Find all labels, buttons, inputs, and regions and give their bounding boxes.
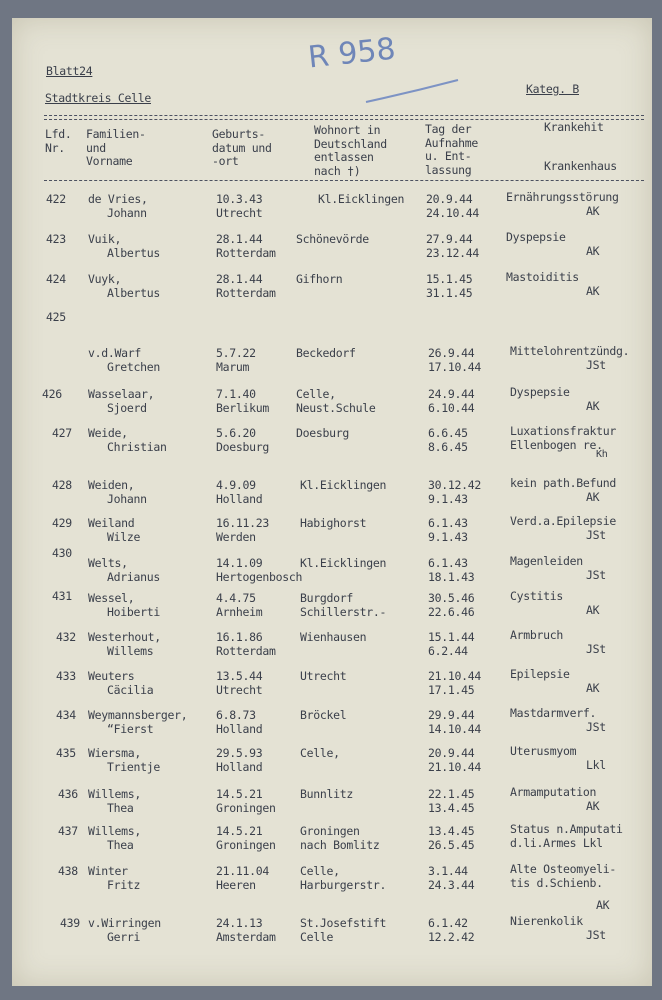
- family-name: v.Wirringen: [88, 916, 161, 930]
- given-name: Gerri: [107, 930, 141, 944]
- hospital-note-427: Kh: [596, 449, 608, 460]
- discharge-date: 24.10.44: [426, 206, 479, 220]
- residence: Celle,: [300, 864, 340, 878]
- birth-date: 14.1.09: [216, 556, 263, 570]
- illness: Luxationsfraktur: [510, 424, 616, 438]
- birth-place: Berlikum: [216, 401, 269, 415]
- hospital: tis d.Schienb.: [510, 876, 603, 890]
- discharge-date: 6.10.44: [428, 401, 475, 415]
- sheet-number: Blatt24: [46, 64, 93, 78]
- discharge-date: 13.4.45: [428, 801, 475, 815]
- row-number: 435: [56, 746, 76, 760]
- birth-place: Doesburg: [216, 440, 269, 454]
- hospital: Ellenbogen re.: [510, 438, 603, 452]
- residence-detail: Schillerstr.-: [300, 605, 387, 619]
- family-name: Weiden,: [88, 478, 135, 492]
- family-name: Welts,: [88, 556, 128, 570]
- residence: Utrecht: [300, 669, 347, 683]
- row-number: 434: [56, 708, 76, 722]
- birth-date: 16.1.86: [216, 630, 263, 644]
- admission-date: 29.9.44: [428, 708, 475, 722]
- given-name: Albertus: [107, 286, 160, 300]
- header-nr: Lfd. Nr.: [45, 127, 72, 155]
- birth-place: Groningen: [216, 838, 276, 852]
- given-name: Sjoerd: [107, 401, 147, 415]
- given-name: Wilze: [107, 530, 141, 544]
- residence: Beckedorf: [296, 346, 356, 360]
- discharge-date: 31.1.45: [426, 286, 473, 300]
- birth-date: 6.8.73: [216, 708, 256, 722]
- illness: Magenleiden: [510, 554, 583, 568]
- family-name: Weuters: [88, 669, 135, 683]
- discharge-date: 24.3.44: [428, 878, 475, 892]
- family-name: Weiland: [88, 516, 135, 530]
- hospital: d.li.Armes Lkl: [510, 836, 603, 850]
- hospital: JSt: [586, 928, 606, 942]
- hospital: JSt: [586, 568, 606, 582]
- birth-date: 14.5.21: [216, 824, 263, 838]
- birth-date: 14.5.21: [216, 787, 263, 801]
- header-hospital: Krankenhaus: [544, 159, 617, 173]
- given-name: Fritz: [107, 878, 141, 892]
- illness: Armamputation: [510, 785, 597, 799]
- given-name: Hoiberti: [107, 605, 160, 619]
- row-number: 438: [58, 864, 78, 878]
- birth-date: 16.11.23: [216, 516, 269, 530]
- residence: St.Josefstift: [300, 916, 387, 930]
- given-name: Cäcilia: [107, 683, 154, 697]
- admission-date: 6.1.42: [428, 916, 468, 930]
- residence: Celle,: [300, 746, 340, 760]
- family-name: Willems,: [88, 824, 141, 838]
- illness: Alte Osteomyeli-: [510, 862, 616, 876]
- given-name: Christian: [107, 440, 167, 454]
- residence: Wienhausen: [300, 630, 367, 644]
- admission-date: 15.1.45: [426, 272, 473, 286]
- residence: Kl.Eicklingen: [300, 478, 387, 492]
- illness: Epilepsie: [510, 667, 570, 681]
- given-name: Johann: [107, 206, 147, 220]
- discharge-date: 17.10.44: [428, 360, 481, 374]
- birth-place: Utrecht: [216, 206, 263, 220]
- birth-date: 28.1.44: [216, 272, 263, 286]
- birth-date: 24.1.13: [216, 916, 263, 930]
- hospital-note-438: AK: [596, 898, 610, 912]
- row-number: 430: [52, 546, 72, 560]
- row-number: 424: [46, 272, 66, 286]
- birth-place: Holland: [216, 760, 263, 774]
- hospital: AK: [586, 799, 600, 813]
- discharge-date: 17.1.45: [428, 683, 475, 697]
- birth-date: 29.5.93: [216, 746, 263, 760]
- illness: kein path.Befund: [510, 476, 616, 490]
- family-name: Wiersma,: [88, 746, 141, 760]
- birth-place: Rotterdam: [216, 246, 276, 260]
- header-bottom-rule: [44, 180, 644, 181]
- illness: Mittelohrentzündg.: [510, 344, 630, 358]
- discharge-date: 9.1.43: [428, 530, 468, 544]
- admission-date: 20.9.44: [428, 746, 475, 760]
- given-name: Johann: [107, 492, 147, 506]
- admission-date: 13.4.45: [428, 824, 475, 838]
- illness: Nierenkolik: [510, 914, 583, 928]
- hospital: AK: [586, 244, 600, 258]
- illness: Cystitis: [510, 589, 563, 603]
- illness: Armbruch: [510, 628, 563, 642]
- row-number: 437: [58, 824, 78, 838]
- given-name: Thea: [107, 838, 134, 852]
- birth-place: Rotterdam: [216, 286, 276, 300]
- birth-date: 4.4.75: [216, 591, 256, 605]
- header-birth: Geburts- datum und -ort: [212, 127, 272, 168]
- residence: Bröckel: [300, 708, 347, 722]
- birth-place: Heeren: [216, 878, 256, 892]
- pencil-stroke: [362, 78, 462, 108]
- birth-date: 21.11.04: [216, 864, 269, 878]
- hospital: JSt: [586, 358, 606, 372]
- admission-date: 21.10.44: [428, 669, 481, 683]
- illness: Mastoiditis: [506, 270, 579, 284]
- birth-date: 10.3.43: [216, 192, 263, 206]
- discharge-date: 8.6.45: [428, 440, 468, 454]
- discharge-date: 22.6.46: [428, 605, 475, 619]
- birth-place: Holland: [216, 492, 263, 506]
- family-name: Weide,: [88, 426, 128, 440]
- document-page: [12, 18, 652, 986]
- discharge-date: 12.2.42: [428, 930, 475, 944]
- residence: Habighorst: [300, 516, 367, 530]
- hospital: JSt: [586, 642, 606, 656]
- header-name: Familien- und Vorname: [86, 127, 146, 168]
- family-name: Winter: [88, 864, 128, 878]
- discharge-date: 21.10.44: [428, 760, 481, 774]
- category-label: Kateg. B: [526, 82, 579, 96]
- residence-detail: Neust.Schule: [296, 401, 376, 415]
- illness: Dyspepsie: [510, 385, 570, 399]
- header-top-rule: [44, 115, 644, 116]
- row-number: 427: [52, 426, 72, 440]
- illness: Verd.a.Epilepsie: [510, 514, 616, 528]
- family-name: Wessel,: [88, 591, 135, 605]
- birth-date: 13.5.44: [216, 669, 263, 683]
- header-dates: Tag der Aufnahme u. Ent- lassung: [425, 122, 478, 177]
- row-number: 433: [56, 669, 76, 683]
- illness: Status n.Amputati: [510, 822, 623, 836]
- residence-detail: Celle: [300, 930, 334, 944]
- residence: Burgdorf: [300, 591, 353, 605]
- birth-place: Utrecht: [216, 683, 263, 697]
- family-name: Wasselaar,: [88, 387, 155, 401]
- family-name: Weymannsberger,: [88, 708, 188, 722]
- birth-place: Rotterdam: [216, 644, 276, 658]
- admission-date: 15.1.44: [428, 630, 475, 644]
- birth-date: 7.1.40: [216, 387, 256, 401]
- admission-date: 6.6.45: [428, 426, 468, 440]
- residence: Kl.Eicklingen: [300, 556, 387, 570]
- residence: Doesburg: [296, 426, 349, 440]
- birth-place: Groningen: [216, 801, 276, 815]
- given-name: Albertus: [107, 246, 160, 260]
- given-name: Adrianus: [107, 570, 160, 584]
- given-name: Gretchen: [107, 360, 160, 374]
- row-number: 423: [46, 232, 66, 246]
- admission-date: 3.1.44: [428, 864, 468, 878]
- birth-place: Holland: [216, 722, 263, 736]
- discharge-date: 9.1.43: [428, 492, 468, 506]
- admission-date: 26.9.44: [428, 346, 475, 360]
- residence: Bunnlitz: [300, 787, 353, 801]
- admission-date: 22.1.45: [428, 787, 475, 801]
- row-number: 422: [46, 192, 66, 206]
- hospital: AK: [586, 284, 600, 298]
- hospital: AK: [586, 490, 600, 504]
- hospital: AK: [586, 399, 600, 413]
- illness: Ernährungsstörung: [506, 190, 619, 204]
- discharge-date: 26.5.45: [428, 838, 475, 852]
- residence: Celle,: [296, 387, 336, 401]
- residence: Groningen: [300, 824, 360, 838]
- family-name: Westerhout,: [88, 630, 161, 644]
- hospital: AK: [586, 681, 600, 695]
- admission-date: 24.9.44: [428, 387, 475, 401]
- family-name: Vuik,: [88, 232, 122, 246]
- illness: Dyspepsie: [506, 230, 566, 244]
- hospital: JSt: [586, 720, 606, 734]
- given-name: Thea: [107, 801, 134, 815]
- row-number: 429: [52, 516, 72, 530]
- residence: Schönevörde: [296, 232, 369, 246]
- birth-place: Amsterdam: [216, 930, 276, 944]
- birth-date: 28.1.44: [216, 232, 263, 246]
- header-illness: Krankehit: [544, 120, 604, 134]
- row-number: 425: [46, 310, 66, 324]
- header-residence: Wohnort in Deutschland entlassen nach †): [314, 123, 387, 178]
- given-name: Willems: [107, 644, 154, 658]
- admission-date: 6.1.43: [428, 516, 468, 530]
- birth-date: 4.9.09: [216, 478, 256, 492]
- family-name: v.d.Warf: [88, 346, 141, 360]
- row-number: 431: [52, 589, 72, 603]
- birth-date: 5.7.22: [216, 346, 256, 360]
- illness: Mastdarmverf.: [510, 706, 597, 720]
- discharge-date: 18.1.43: [428, 570, 475, 584]
- given-name: Trientje: [107, 760, 160, 774]
- birth-place: Hertogenbosch: [216, 570, 303, 584]
- residence: Gifhorn: [296, 272, 343, 286]
- hospital: Lkl: [586, 758, 606, 772]
- row-number: 439: [60, 916, 80, 930]
- illness: Uterusmyom: [510, 744, 577, 758]
- admission-date: 27.9.44: [426, 232, 473, 246]
- row-number: 428: [52, 478, 72, 492]
- discharge-date: 6.2.44: [428, 644, 468, 658]
- admission-date: 6.1.43: [428, 556, 468, 570]
- admission-date: 30.5.46: [428, 591, 475, 605]
- archive-number-stamp: R 958: [306, 31, 398, 76]
- birth-place: Werden: [216, 530, 256, 544]
- admission-date: 20.9.44: [426, 192, 473, 206]
- family-name: de Vries,: [88, 192, 148, 206]
- admission-date: 30.12.42: [428, 478, 481, 492]
- district-title: Stadtkreis Celle: [45, 91, 151, 105]
- birth-date: 5.6.20: [216, 426, 256, 440]
- birth-place: Arnheim: [216, 605, 263, 619]
- residence: Kl.Eicklingen: [318, 192, 405, 206]
- row-number: 432: [56, 630, 76, 644]
- hospital: AK: [586, 603, 600, 617]
- given-name: “Fierst: [107, 722, 154, 736]
- hospital: JSt: [586, 528, 606, 542]
- discharge-date: 14.10.44: [428, 722, 481, 736]
- row-number: 436: [58, 787, 78, 801]
- row-number: 426: [42, 387, 62, 401]
- family-name: Vuyk,: [88, 272, 122, 286]
- hospital: AK: [586, 204, 600, 218]
- residence-detail: nach Bomlitz: [300, 838, 380, 852]
- family-name: Willems,: [88, 787, 141, 801]
- residence-detail: Harburgerstr.: [300, 878, 387, 892]
- discharge-date: 23.12.44: [426, 246, 479, 260]
- birth-place: Marum: [216, 360, 250, 374]
